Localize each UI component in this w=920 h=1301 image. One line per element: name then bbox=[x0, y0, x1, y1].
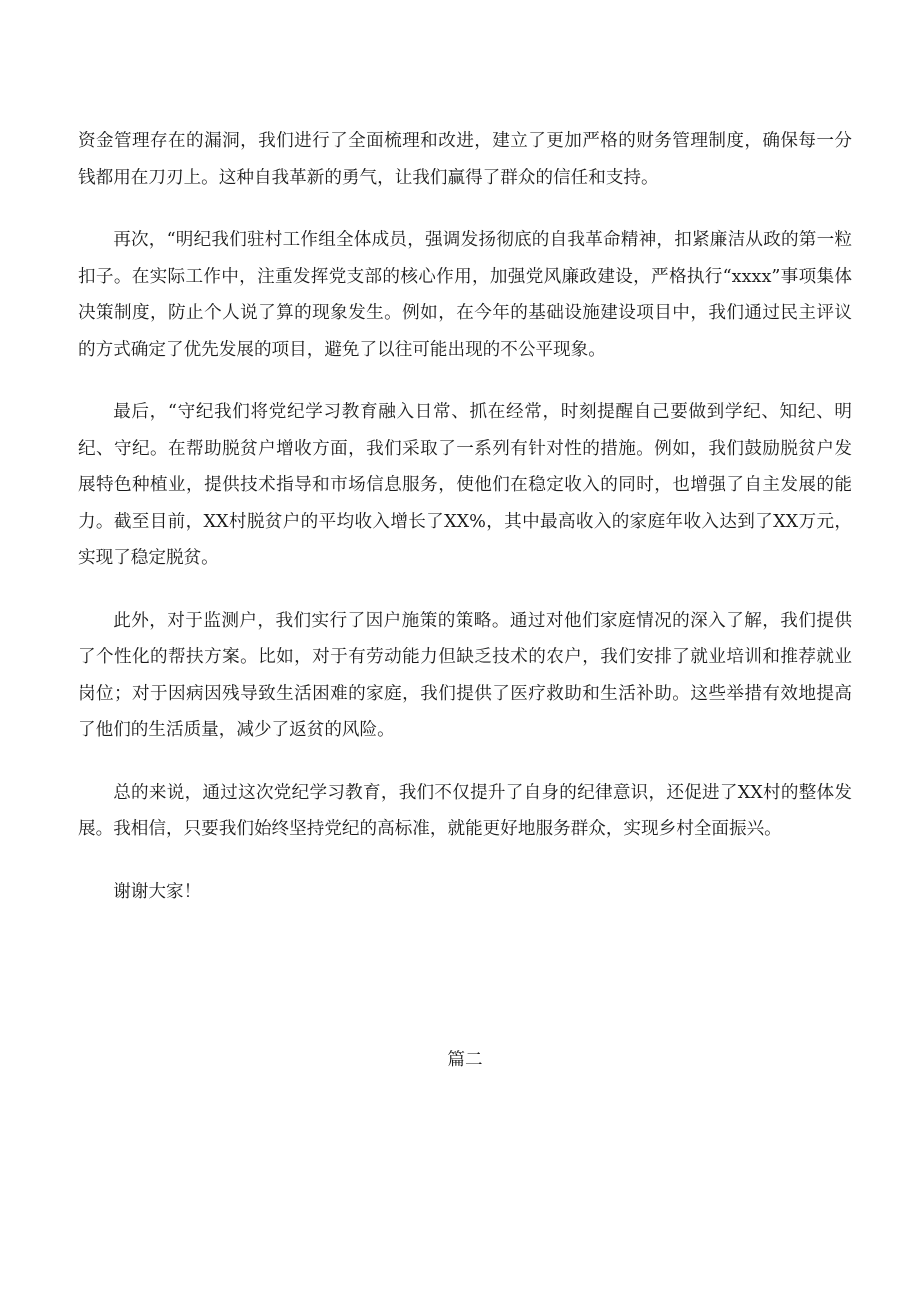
document-body bbox=[78, 123, 852, 936]
paragraph-monitoring-households: 此外，对于监测户，我们实行了因户施策的策略。通过对他们家庭情况的深入了解，我们提供了个性化的帮扶方案。比如，对于有劳动能力但缺乏技术的农户，我们安排了就业培训和推荐就业岗位；对于因病因残导致生活困难的家庭，我们提供了医疗救助和生活补助。这些举措有效地提高了他们的生活质量，减少了返贫的风险。 bbox=[78, 610, 852, 740]
paragraph-funds-management: 资金管理存在的漏洞，我们进行了全面梳理和改进，建立了更加严格的财务管理制度，确保每一分钱都用在刀刃上。这种自我革新的勇气，让我们赢得了群众的信任和支持。 bbox=[78, 131, 852, 188]
paragraph-shouji: 最后，“守纪我们将党纪学习教育融入日常、抓在经常，时刻提醒自己要做到学纪、知纪、明纪、守纪。在帮助脱贫户增收方面，我们采取了一系列有针对性的措施。例如，我们鼓励脱贫户发展特色种植业，提供技术指导和市场信息服务，使他们在稳定收入的同时，也增强了自主发展的能力。截至目前，XX村脱贫户的平均收入增长了XX%，其中最高收入的家庭年收入达到了XX万元，实现了稳定脱贫。 bbox=[78, 402, 852, 568]
paragraph-summary: 总的来说，通过这次党纪学习教育，我们不仅提升了自身的纪律意识，还促进了XX村的整体发展。我相信，只要我们始终坚持党纪的高标准，就能更好地服务群众，实现乡村全面振兴。 bbox=[78, 782, 852, 839]
paragraph-mingji: 再次，“明纪我们驻村工作组全体成员，强调发扬彻底的自我革命精神，扣紧廉洁从政的第一粒扣子。在实际工作中，注重发挥党支部的核心作用，加强党风廉政建设，严格执行“xxxx”事项集体决策制度，防止个人说了算的现象发生。例如，在今年的基础设施建设项目中，我们通过民主评议的方式确定了优先发展的项目，避免了以往可能出现的不公平现象。 bbox=[78, 230, 852, 360]
section-title: 篇二 bbox=[447, 1050, 483, 1070]
closing-thanks: 谢谢大家！ bbox=[113, 881, 202, 902]
